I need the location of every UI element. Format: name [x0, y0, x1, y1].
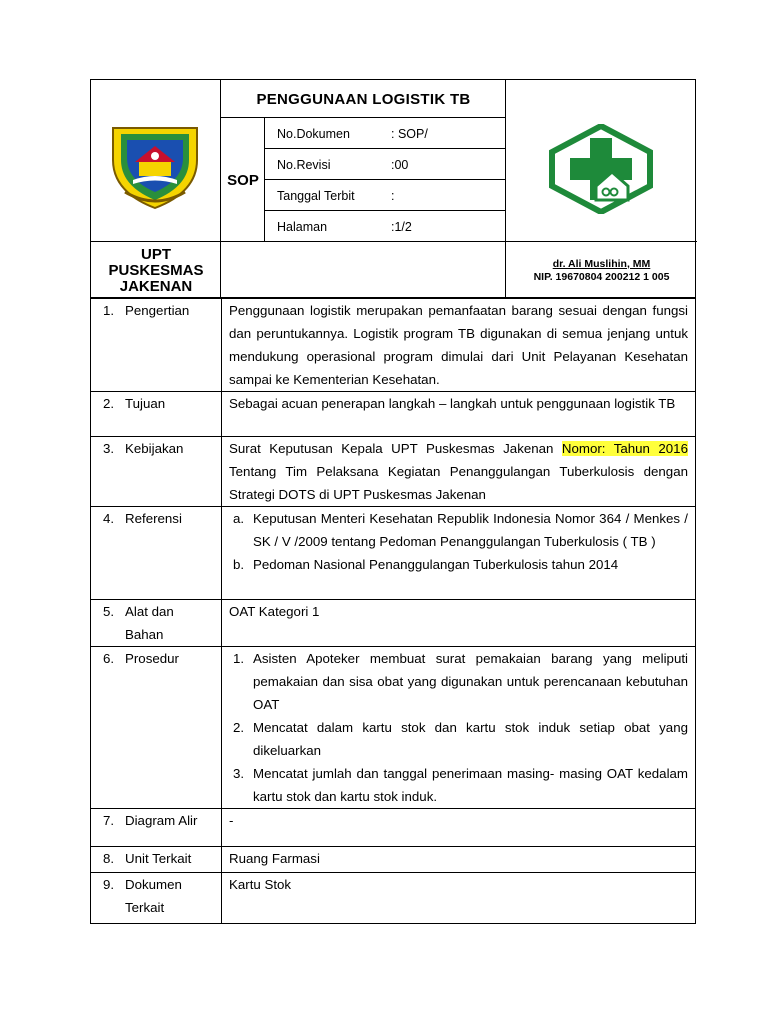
document-title: PENGGUNAAN LOGISTIK TB	[256, 90, 471, 108]
sop-content-table	[90, 298, 696, 924]
purpose-text: Sebagai acuan penerapan langkah – langkah untuk penggunaan logistik TB	[229, 396, 676, 411]
tools-text: OAT Kategori 1	[229, 604, 320, 619]
table-row: 5. Alat dan Bahan OAT Kategori 1	[91, 600, 696, 647]
reference-list	[222, 507, 695, 576]
procedure-list	[222, 647, 695, 808]
signer-nip: NIP. 19670804 200212 1 005	[533, 270, 670, 283]
puskesmas-logo-icon	[546, 124, 656, 214]
meta-row-issue-date: Tanggal Terbit :	[277, 188, 395, 203]
regency-emblem-icon	[105, 122, 205, 212]
highlighted-number-year: Nomor: Tahun 2016	[561, 441, 688, 456]
table-row: 7. Diagram Alir -	[91, 809, 696, 847]
sop-label: SOP	[227, 171, 259, 189]
list-item: a. Keputusan Menteri Kesehatan Republik Indonesia Nomor 364 / Menkes / SK / V /2009 tentang Pedoman Penanggulangan Tuberkulosis ( TB )	[233, 511, 688, 549]
table-row: 2. Tujuan Sebagai acuan penerapan langkah – langkah untuk penggunaan logistik TB	[91, 392, 696, 437]
policy-text: Surat Keputusan Kepala UPT Puskesmas Jakenan Nomor: Tahun 2016 Tentang Tim Pelaksana Kegiatan Penanggulangan Tuberkulosis dengan Strategi DOTS di UPT Puskesmas Jakenan	[229, 441, 688, 502]
table-row: 9. Dokumen Terkait Kartu Stok	[91, 873, 696, 924]
table-row: 1. Pengertian Penggunaan logistik merupakan pemanfaatan barang sesuai dengan fungsi dan peruntukannya. Logistik program TB digunakan di semua jenjang untuk mendukung operasional program dimulai dari Unit Pelayanan Kesehatan sampai ke Kementerian Kesehatan.	[91, 299, 696, 392]
definition-text: Penggunaan logistik merupakan pemanfaatan barang sesuai dengan fungsi dan peruntukannya. Logistik program TB digunakan di semua jenjang untuk mendukung operasional program dimulai dari Unit Pelayanan Kesehatan sampai ke Kementerian Kesehatan.	[229, 303, 688, 387]
flow-diagram-text: -	[229, 813, 234, 828]
list-item: 1. Asisten Apoteker membuat surat pemakaian barang yang meliputi pemakaian dan sisa obat yang digunakan untuk perencanaan kebutuhan OAT	[233, 651, 688, 712]
list-item: 3. Mencatat jumlah dan tanggal penerimaan masing- masing OAT kedalam kartu stok dan kartu stok induk.	[233, 766, 688, 804]
list-item: 2. Mencatat dalam kartu stok dan kartu stok induk setiap obat yang dikeluarkan	[233, 720, 688, 758]
related-unit-text: Ruang Farmasi	[229, 851, 320, 866]
table-row: 3. Kebijakan Surat Keputusan Kepala UPT Puskesmas Jakenan Nomor: Tahun 2016 Tentang Tim Pelaksana Kegiatan Penanggulangan Tuberkulosis dengan Strategi DOTS di UPT Puskesmas Jakenan	[91, 437, 696, 507]
meta-row-page: Halaman :1/2	[277, 219, 412, 234]
organization-name: UPT PUSKESMAS JAKENAN	[108, 245, 204, 295]
meta-row-document-number: No.Dokumen : SOP/	[277, 126, 428, 141]
sop-header	[90, 79, 696, 298]
table-row: 6. Prosedur 1. Asisten Apoteker membuat surat pemakaian barang yang meliputi pemakaian dan sisa obat yang digunakan untuk perencanaan kebutuhan OAT 2. Mencatat dalam kartu stok dan kartu stok induk setiap obat yang dikeluarkan 3. Mencatat jumlah dan tanggal penerimaan masing- masing OAT kedalam kartu stok dan kartu stok induk.	[91, 647, 696, 809]
signature-block	[506, 242, 697, 299]
list-item: b. Pedoman Nasional Penanggulangan Tuberkulosis tahun 2014	[233, 557, 619, 572]
table-row: 8. Unit Terkait Ruang Farmasi	[91, 847, 696, 873]
table-row: 4. Referensi a. Keputusan Menteri Kesehatan Republik Indonesia Nomor 364 / Menkes / SK / V /2009 tentang Pedoman Penanggulangan Tuberkulosis ( TB ) b. Pedoman Nasional Penanggulangan Tuberkulosis tahun 2014	[91, 507, 696, 600]
signer-name: dr. Ali Muslihin, MM	[552, 257, 651, 270]
meta-row-revision: No.Revisi :00	[277, 157, 409, 172]
related-document-text: Kartu Stok	[229, 877, 292, 892]
